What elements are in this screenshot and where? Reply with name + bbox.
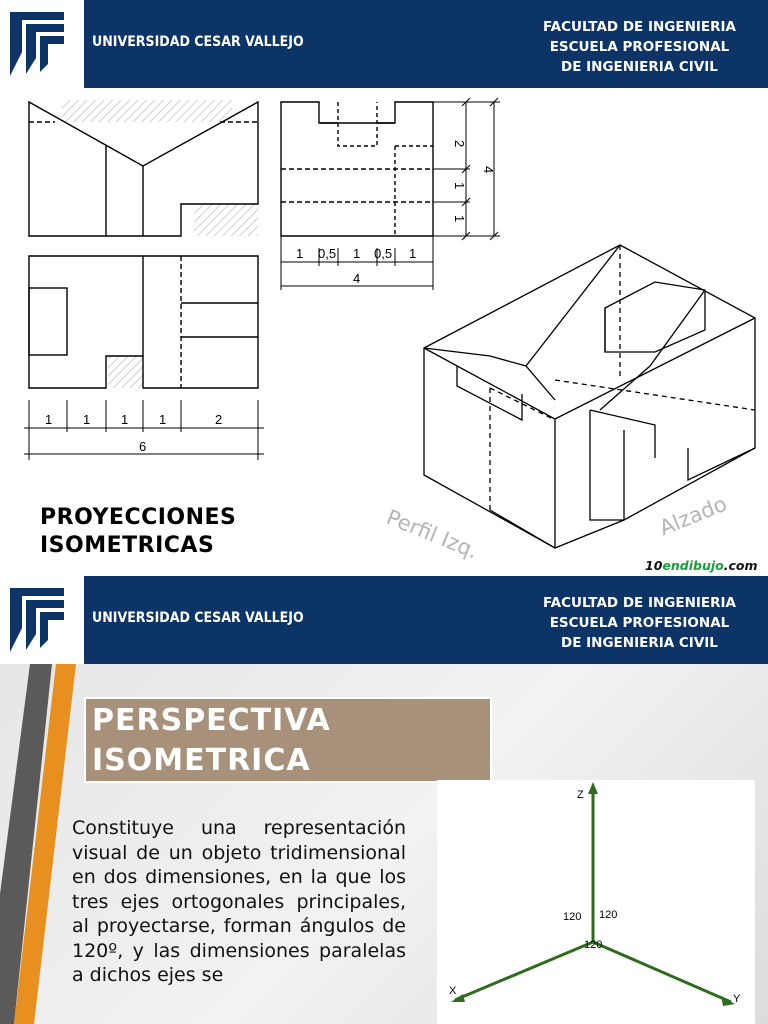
faculty-text <box>543 17 736 77</box>
dim-label: 2 <box>452 140 467 148</box>
dim-label: 1 <box>353 246 361 261</box>
watermark-tail: .com <box>723 558 758 573</box>
university-name: UNIVERSIDAD CESAR VALLEJO <box>92 610 304 626</box>
faculty-line: ESCUELA PROFESIONAL <box>549 39 730 55</box>
title-line: PERSPECTIVA <box>92 703 331 738</box>
dim-label: 0,5 <box>374 246 393 261</box>
label-alzado: Alzado <box>656 491 731 541</box>
header-banner <box>0 0 768 88</box>
ucv-logo-icon <box>6 584 68 656</box>
axes-diagram <box>437 780 755 1024</box>
isometric-axes-figure <box>437 780 755 1024</box>
dim-label: 1 <box>452 182 467 190</box>
faculty-line: FACULTAD DE INGENIERIA <box>542 595 736 611</box>
dim-label: 4 <box>353 271 361 286</box>
angle-label: 120 <box>584 939 603 951</box>
faculty-line: ESCUELA PROFESIONAL <box>549 615 730 631</box>
title-line: ISOMETRICAS <box>40 533 215 558</box>
slide-perspectiva <box>0 576 768 1024</box>
label-perfil-izq: Perfil Izq. <box>383 505 482 564</box>
dim-label: 6 <box>139 439 147 454</box>
dim-label: 2 <box>215 412 223 427</box>
faculty-line: DE INGENIERIA CIVIL <box>561 59 718 75</box>
plan-view-drawing <box>29 256 258 388</box>
y-label: Y <box>733 993 741 1005</box>
faculty-line: FACULTAD DE INGENIERIA <box>542 19 736 35</box>
dim-label: 1 <box>296 246 304 261</box>
faculty-line: DE INGENIERIA CIVIL <box>561 635 718 651</box>
university-logo <box>0 576 84 664</box>
ucv-logo-icon <box>6 8 68 80</box>
university-logo <box>0 0 84 88</box>
header-banner <box>0 576 768 664</box>
dim-label: 0,5 <box>318 246 337 261</box>
university-name: UNIVERSIDAD CESAR VALLEJO <box>92 34 304 50</box>
z-label: Z <box>577 789 584 801</box>
slide2-title-box <box>84 697 492 783</box>
title-line: PROYECCIONES <box>40 505 237 530</box>
x-axis <box>455 942 593 1000</box>
angle-label: 120 <box>563 911 582 923</box>
dimension-labels <box>45 140 496 454</box>
left-view-drawing <box>29 100 258 236</box>
y-axis <box>593 942 731 1002</box>
dim-label: 1 <box>409 246 417 261</box>
dim-label: 1 <box>45 412 53 427</box>
dim-label: 1 <box>452 215 467 223</box>
front-view-drawing <box>281 102 433 236</box>
watermark-green: endibujo <box>662 558 724 573</box>
watermark-number: 10 <box>645 558 663 573</box>
x-label: X <box>449 985 457 997</box>
slide2-body: Constituye una representación visual de un objeto tridimensional en dos dimensiones, en la que los tres ejes ortogonales principales, al proyectarse, forman ángulos de 120º, y las dimensiones paralelas a dichos ejes se <box>72 817 406 986</box>
faculty-text <box>543 593 736 653</box>
watermark <box>645 558 758 573</box>
dim-label: 1 <box>83 412 91 427</box>
slide1-title <box>40 504 236 560</box>
title-line: ISOMETRICA <box>92 743 311 778</box>
technical-drawings <box>0 88 768 576</box>
angle-label: 120 <box>599 909 618 921</box>
dim-label: 1 <box>159 412 167 427</box>
dim-label: 4 <box>481 166 496 174</box>
dim-label: 1 <box>121 412 129 427</box>
z-arrow-icon <box>588 782 598 794</box>
